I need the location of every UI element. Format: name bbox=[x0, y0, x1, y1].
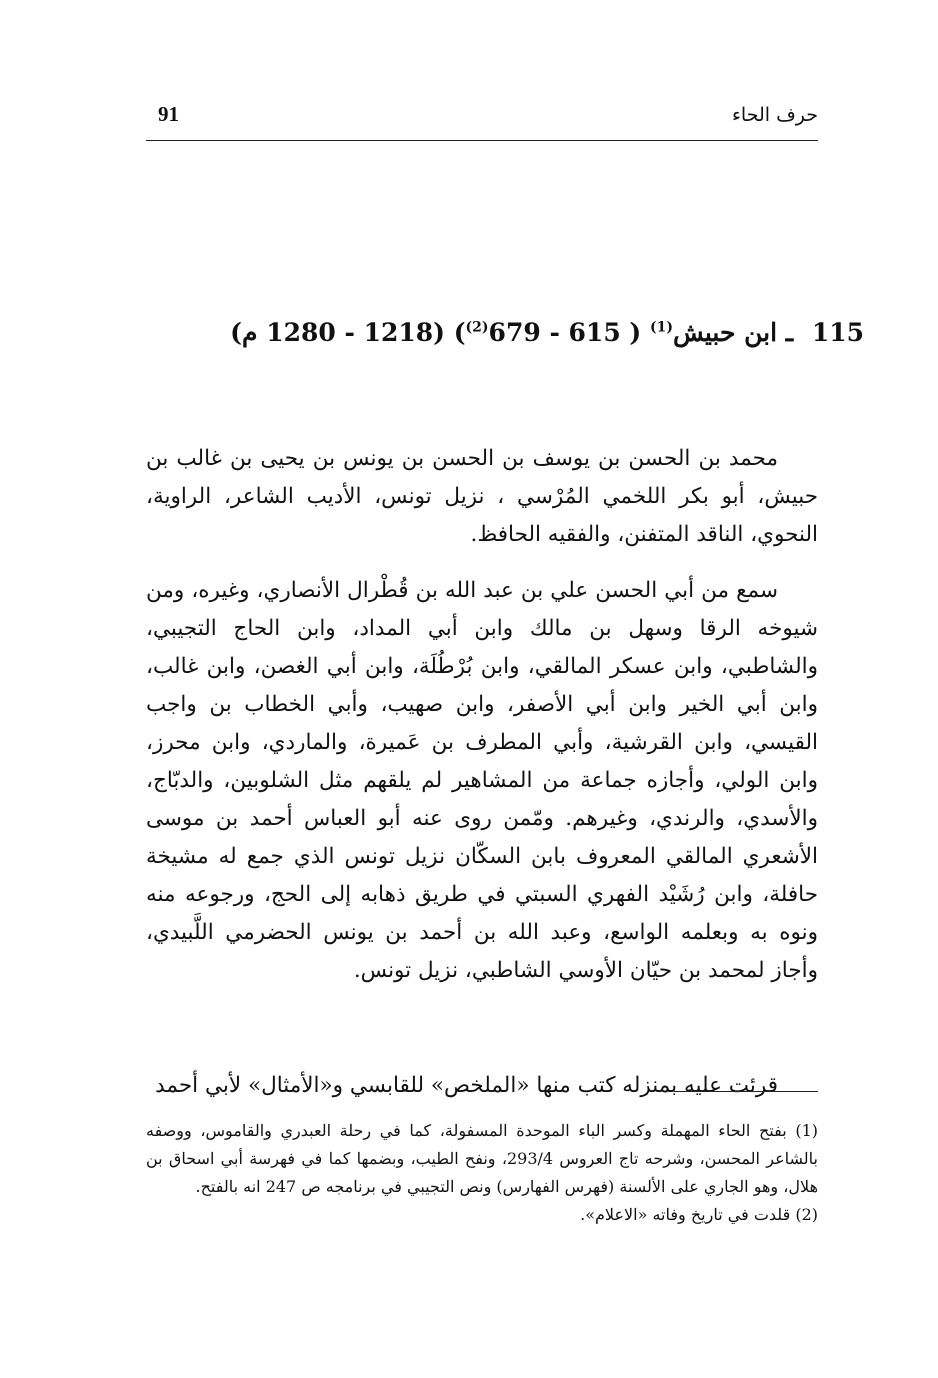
paragraph-biography: محمد بن الحسن بن يوسف بن الحسن بن يونس بن يحيى بن غالب بن حبيش، أبو بكر اللخمي المُرْسي ، نزيل تونس، الأديب الشاعر، الراوية، النحوي، الناقد المتفنن، والفقيه الحافظ. bbox=[146, 445, 818, 547]
footnote-ref-2: (2) bbox=[465, 319, 489, 336]
footnote-2: (2) قلدت في تاريخ وفاته «الاعلام». bbox=[580, 1205, 818, 1224]
entry-title bbox=[230, 318, 864, 347]
entry-number: 115 bbox=[811, 318, 864, 347]
paragraph-teachers: سمع من أبي الحسن علي بن عبد الله بن قُطْرال الأنصاري، وغيره، ومن شيوخه الرقا وسهل بن مالك وابن أبي المداد، وابن الحاج التجيبي، والشاطبي، وابن عسكر المالقي، وابن بُرْطُلَة، وابن أبي الغصن، وابن غالب، وابن أبي الخير وابن أبي الأصفر، وابن صهيب، وأبي الخطاب بن واجب القيسي، وابن القرشية، وأبي المطرف بن عَميرة، والماردي، وابن محرز، وابن الولي، وأجازه جماعة من المشاهير لم يلقهم مثل الشلوبين، والدبّاج، والأسدي، والرندي، وغيرهم. ومّمن روى عنه أبو العباس أحمد بن موسى الأشعري المالقي المعروف بابن السكّان نزيل تونس الذي جمع له مشيخة حافلة، وابن رُشَيْد الفهري السبتي في طريق ذهابه إلى الحج، ورجوعه منه ونوه به وبعلمه الواسع، وعبد الله بن أحمد بن يونس الحضرمي اللَّبيدي، وأجاز لمحمد بن حيّان الأوسي الشاطبي، نزيل تونس. bbox=[146, 577, 818, 983]
running-head: حرف الحاء bbox=[731, 104, 818, 126]
entry-gregorian-dates: ) (1218 - 1280 م) bbox=[230, 318, 466, 347]
entry-dash: ـ bbox=[785, 318, 794, 347]
footnote-1: (1) بفتح الحاء المهملة وكسر الباء الموحدة المسفولة، كما في رحلة العبدري والقاموس، ووصفه بالشاعر المحسن، وشرحه تاج العروس 293/4، ونفح الطيب، وبضمها كما في فهرسة أبي اسحاق بن هلال، وهو الجاري على الألسنة (فهرس الفهارس) ونص التجيبي في برنامجه ص 247 انه بالفتح. bbox=[146, 1121, 818, 1196]
paragraph-readings: قرئت عليه بمنزله كتب منها «الملخص» للقابسي و«الأمثال» لأبي أحمد bbox=[155, 1072, 778, 1098]
page-number: 91 bbox=[158, 102, 179, 126]
footnote-divider bbox=[674, 1091, 818, 1092]
footnotes bbox=[146, 1117, 818, 1229]
entry-hijri-dates: ( 615 - 679 bbox=[488, 318, 642, 347]
entry-name: ابن حبيش bbox=[672, 318, 778, 347]
footnote-ref-1: (1) bbox=[649, 319, 673, 336]
page-header bbox=[146, 100, 818, 141]
